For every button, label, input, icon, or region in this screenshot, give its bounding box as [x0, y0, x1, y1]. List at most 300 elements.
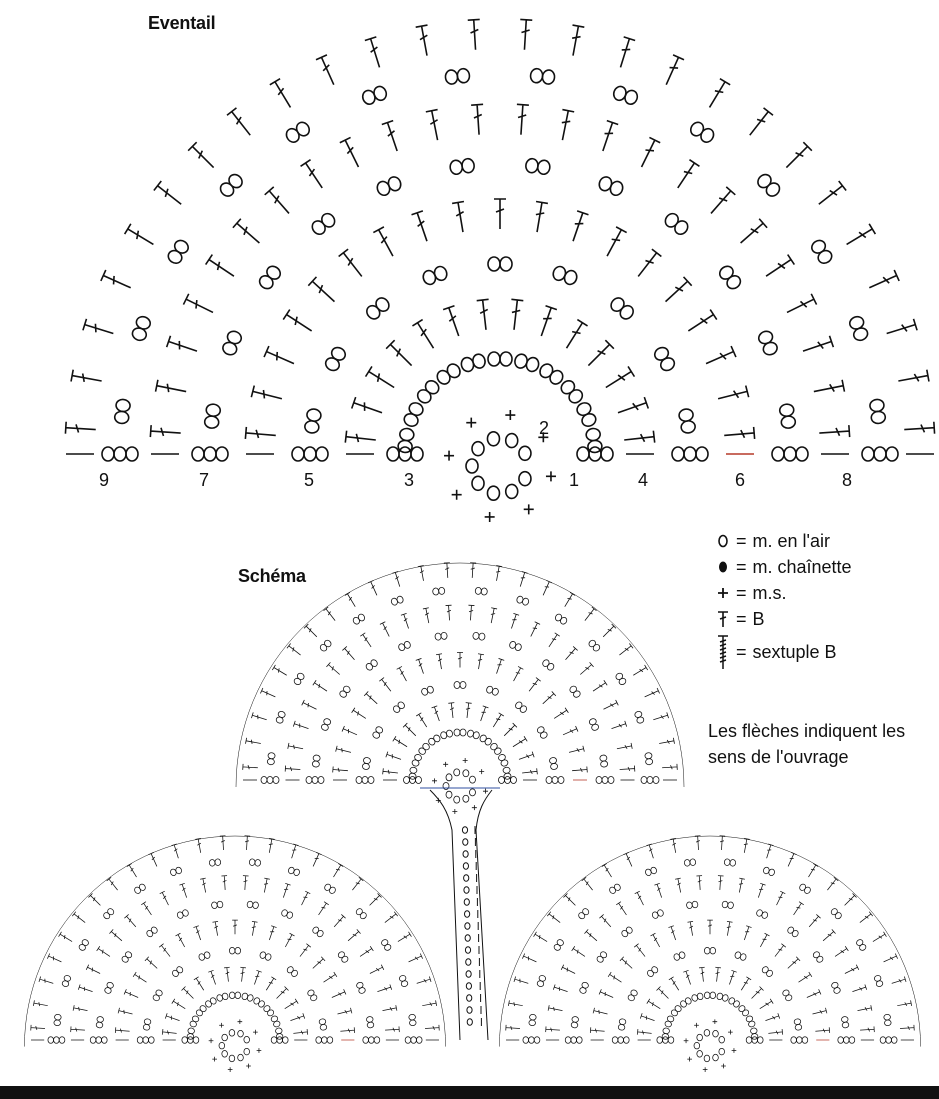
center-ring [432, 758, 488, 814]
chain-pair [293, 672, 305, 686]
double-crochet-stitch [401, 613, 412, 629]
chain-pair [221, 329, 243, 357]
double-crochet-stitch [603, 366, 635, 392]
double-crochet-stitch [624, 431, 655, 446]
double-crochet-stitch [904, 422, 935, 436]
chain-pair [575, 401, 598, 429]
fan-row [383, 703, 538, 780]
double-crochet-stitch [154, 181, 185, 209]
plus-icon [712, 586, 734, 600]
double-crochet-stitch [346, 929, 360, 943]
double-crochet-stitch [264, 977, 276, 992]
row-base-chains [306, 777, 614, 784]
double-crochet-stitch [531, 201, 548, 233]
chain-stitch [229, 1030, 235, 1037]
double-crochet-stitch [293, 721, 309, 732]
double-crochet-stitch [290, 1013, 305, 1023]
double-crochet-stitch [302, 700, 318, 712]
legend-text-chain: m. en l'air [752, 531, 830, 551]
chain-pair [488, 352, 512, 366]
chain-pair [664, 1015, 675, 1028]
chain-stitch [704, 1030, 710, 1037]
double-crochet-stitch [791, 902, 804, 917]
single-crochet-stitch [452, 490, 462, 500]
legend-row-slip [712, 554, 852, 580]
double-crochet-stitch [73, 1005, 88, 1013]
double-crochet-stitch [646, 844, 656, 859]
single-crochet-stitch [253, 1030, 258, 1035]
double-crochet-stitch [468, 19, 482, 50]
double-crochet-stitch [345, 431, 376, 446]
double-crochet-stitch [522, 768, 538, 776]
chain-pair [537, 362, 565, 387]
double-crochet-stitch [251, 712, 267, 722]
chain-pair [554, 613, 568, 625]
chain-pair [809, 238, 834, 266]
chain-stitch [469, 776, 475, 783]
single-crochet-stitch [732, 1048, 737, 1053]
double-crochet-stitch [403, 723, 418, 738]
single-crochet-stitch [505, 410, 515, 420]
chain-stitch [463, 795, 469, 802]
double-crochet-stitch [423, 608, 432, 624]
double-crochet-stitch [843, 893, 857, 907]
handle-right-edge [476, 790, 492, 1040]
double-crochet-stitch [383, 912, 398, 925]
chain-pair [421, 265, 448, 286]
chain-pair [143, 1018, 151, 1030]
chain-pair [475, 587, 488, 595]
fan-row [404, 729, 517, 784]
double-crochet-stitch [457, 653, 463, 668]
double-crochet-stitch [293, 1029, 308, 1036]
double-crochet-stitch [364, 691, 379, 706]
double-crochet-stitch [540, 580, 552, 596]
double-crochet-stitch [471, 104, 485, 135]
double-crochet-stitch [553, 984, 568, 994]
double-crochet-stitch [350, 877, 363, 892]
row-number-label: 3 [403, 470, 415, 490]
double-crochet-stitch [283, 310, 315, 336]
double-crochet-stitch [857, 1005, 872, 1013]
double-crochet-stitch [696, 876, 703, 890]
double-crochet-stitch [774, 891, 785, 906]
fan-row [637, 967, 782, 1040]
chain-pair [304, 408, 322, 434]
double-crochet-stitch [897, 370, 929, 387]
chain-pair [486, 685, 500, 696]
row-base-chains [387, 447, 613, 461]
chain-stitch [519, 472, 531, 486]
double-crochet-stitch [336, 746, 352, 755]
double-crochet-stitch [494, 658, 505, 674]
double-crochet-stitch [133, 972, 148, 984]
double-crochet-stitch [125, 224, 157, 250]
chain-pair [724, 859, 736, 867]
row-number-label: 4 [637, 470, 649, 490]
double-crochet-stitch [599, 989, 614, 1000]
eventail-title: Eventail [148, 13, 216, 33]
double-crochet-stitch [561, 965, 576, 976]
double-crochet-stitch [819, 425, 850, 439]
double-crochet-stitch [685, 310, 717, 336]
chain-stitch [244, 1036, 250, 1043]
double-crochet-stitch [867, 270, 899, 293]
chain-pair [323, 883, 336, 895]
chain-pair [691, 992, 704, 1001]
chain-pair [418, 742, 431, 756]
single-crochet-stitch [472, 805, 477, 810]
chain-pair [798, 883, 811, 895]
double-crochet-stitch [806, 989, 821, 1000]
double-crochet-stitch [673, 160, 700, 192]
double-crochet-stitch [109, 929, 123, 943]
chain-pair [618, 1018, 626, 1030]
double-crochet-stitch [368, 893, 382, 907]
double-crochet-stitch [541, 691, 556, 706]
double-crochet-stitch [640, 1013, 655, 1023]
chain-pair [869, 399, 886, 424]
legend-text-dc: B [752, 609, 765, 629]
legend-text-slip: m. chaînette [752, 557, 852, 577]
chain-pair [467, 729, 480, 739]
double-crochet-stitch [446, 605, 453, 620]
chain-pair [440, 729, 453, 739]
chain-stitch [487, 486, 499, 500]
chain-stitch [697, 1050, 703, 1057]
chain-pair [229, 947, 240, 954]
double-crochet-stitch [568, 746, 584, 755]
double-crochet-stitch [308, 277, 338, 306]
double-crochet-stitch [494, 566, 503, 582]
double-crochet-stitch [699, 967, 706, 982]
double-crochet-stitch [194, 977, 206, 992]
double-crochet-stitch [650, 933, 662, 948]
double-crochet-stitch [31, 1025, 45, 1031]
double-crochet-stitch [316, 902, 329, 917]
double-crochet-stitch [426, 110, 444, 142]
double-crochet-stitch [756, 883, 766, 898]
double-crochet-stitch [737, 219, 767, 248]
slip-dot-icon [712, 560, 734, 574]
double-crochet-stitch [860, 1026, 874, 1033]
single-crochet-stitch [466, 418, 476, 428]
double-crochet-stitch [382, 121, 403, 153]
double-crochet-stitch [661, 277, 691, 306]
double-crochet-stitch [563, 893, 577, 907]
double-crochet-stitch [567, 211, 588, 243]
chain-pair [166, 238, 191, 266]
fan-row [546, 876, 875, 1040]
double-crochet-stitch [342, 726, 358, 738]
double-crochet-stitch [33, 1000, 48, 1008]
chain-pair [61, 975, 71, 988]
handle-chain [464, 887, 469, 893]
double-crochet-stitch [208, 970, 218, 985]
double-crochet-stitch [695, 836, 701, 850]
chain-pair [597, 175, 625, 197]
single-crochet-stitch [728, 1030, 733, 1035]
double-crochet-stitch [298, 944, 311, 959]
double-crochet-stitch [311, 957, 325, 971]
chain-pair [794, 1018, 802, 1030]
double-crochet-stitch [616, 743, 632, 752]
handle-chain [467, 1019, 472, 1025]
single-crochet-stitch [228, 1067, 233, 1072]
single-crochet-stitch [479, 769, 484, 774]
chain-pair [362, 757, 371, 770]
double-crochet-stitch [548, 1005, 563, 1013]
double-crochet-stitch [369, 965, 384, 976]
chain-pair [361, 85, 388, 106]
double-crochet-stitch [654, 883, 664, 898]
double-crochet-stitch [659, 738, 675, 747]
chain-pair [686, 901, 698, 909]
double-crochet-stitch [145, 957, 159, 971]
double-crochet-stitch [637, 1029, 652, 1036]
chain-pair [756, 909, 769, 919]
chain-pair [241, 992, 254, 1001]
double-crochet-stitch [547, 912, 562, 925]
chain-stitch [704, 1055, 710, 1062]
chain-stitch [229, 1055, 235, 1062]
chain-stitch [446, 791, 452, 798]
chain-pair [498, 753, 509, 767]
chain-pair [435, 362, 463, 387]
handle-chain [465, 935, 470, 941]
double-crochet-stitch [742, 838, 750, 853]
double-crochet-stitch [448, 703, 456, 719]
chain-pair [473, 632, 486, 641]
double-crochet-stitch [39, 976, 54, 986]
single-crochet-stitch [443, 762, 448, 767]
double-crochet-stitch [78, 984, 93, 994]
chain-pair [830, 907, 843, 920]
double-crochet-stitch [407, 954, 422, 965]
handle-chain [466, 959, 471, 965]
double-crochet-stitch [281, 883, 291, 898]
double-crochet-stitch [301, 160, 328, 192]
double-crochet-stitch [602, 227, 627, 259]
double-crochet-stitch [477, 299, 492, 330]
chain-stitch [222, 1050, 228, 1057]
double-crochet-stitch [172, 999, 187, 1011]
fan-row [65, 19, 934, 454]
double-crochet-stitch [358, 946, 373, 959]
chain-pair [488, 257, 512, 271]
chain-pair [553, 938, 565, 951]
double-crochet-stitch [494, 199, 506, 229]
chain-stitch [472, 476, 484, 490]
double-crochet-stitch [583, 607, 597, 623]
double-crochet-stitch [124, 914, 138, 928]
single-crochet-stitch [684, 1038, 689, 1043]
chain-pair [516, 595, 530, 606]
chain-pair [281, 909, 294, 919]
double-crochet-stitch [396, 932, 411, 944]
double-crochet-stitch [885, 319, 917, 339]
chain-pair [339, 685, 352, 699]
single-crochet-stitch [246, 1064, 251, 1069]
chain-pair [454, 729, 466, 736]
double-crochet-stitch [365, 37, 385, 69]
fan-row [506, 836, 914, 1040]
chain-pair [608, 883, 621, 895]
chain-pair [704, 947, 715, 954]
row-base-chains [404, 777, 517, 784]
double-crochet-stitch [324, 607, 338, 623]
double-crochet-stitch [618, 644, 634, 658]
chain-pair [717, 264, 743, 292]
single-crochet-stitch [209, 1038, 214, 1043]
double-crochet-stitch [452, 201, 469, 233]
double-crochet-stitch [633, 249, 661, 280]
double-crochet-stitch [634, 944, 647, 959]
chain-stitch [219, 1042, 225, 1049]
chain-pair [449, 158, 475, 175]
handle-chain [462, 827, 467, 833]
double-crochet-stitch [765, 1013, 780, 1023]
double-crochet-stitch [518, 19, 532, 50]
fan-row [590, 920, 829, 1040]
double-crochet-stitch [444, 563, 451, 578]
row-number-label: 7 [198, 470, 210, 490]
double-crochet-stitch [342, 646, 356, 661]
chain-pair [663, 211, 691, 237]
row-number-label: 2 [538, 418, 550, 438]
chain-pair [855, 938, 867, 951]
double-crochet-stitch [491, 713, 504, 729]
chain-pair [489, 742, 502, 756]
row-base-chains [102, 447, 898, 461]
double-crochet-stitch [647, 999, 662, 1011]
chain-pair [211, 901, 223, 909]
chain-pair [356, 981, 366, 994]
chain-pair [571, 1016, 579, 1028]
double-crochet-stitch [392, 571, 402, 587]
double-crochet-stitch [737, 878, 745, 893]
chain-pair [249, 859, 261, 867]
double-crochet-stitch [518, 752, 534, 763]
schema-handle [420, 788, 500, 1040]
chain-pair [579, 981, 589, 994]
chain-pair [311, 926, 324, 938]
double-crochet-stitch [578, 662, 593, 676]
single-crochet-stitch [721, 1064, 726, 1069]
chain-pair [54, 1014, 62, 1026]
single-crochet-stitch [687, 1057, 692, 1062]
double-crochet-stitch [786, 957, 800, 971]
double-crochet-stitch [616, 397, 648, 418]
chain-pair [874, 975, 884, 988]
double-crochet-stitch [252, 970, 262, 985]
chain-pair [114, 399, 131, 424]
legend-row-sextuple [712, 632, 852, 672]
double-crochet-stitch [745, 108, 773, 139]
chain-stitch [238, 1030, 244, 1037]
double-crochet-stitch [267, 838, 275, 853]
double-crochet-stitch [175, 933, 187, 948]
double-crochet-stitch [416, 976, 431, 986]
chain-pair [312, 755, 321, 768]
sextuple-crochet-icon [712, 633, 734, 671]
handle-chain [463, 839, 468, 845]
double-crochet-stitch [469, 563, 476, 578]
chain-pair [411, 753, 422, 767]
chain-pair [763, 866, 776, 876]
chain-pair [170, 866, 183, 876]
chain-pair [427, 734, 441, 746]
chain-stitch [719, 1036, 725, 1043]
chain-stitch [506, 434, 518, 448]
double-crochet-stitch [275, 986, 289, 1000]
double-crochet-stitch [181, 986, 195, 1000]
chain-pair [577, 907, 590, 920]
chain-pair [673, 951, 686, 961]
double-crochet-stitch [833, 946, 848, 959]
double-crochet-stitch [206, 255, 238, 282]
double-crochet-stitch [107, 877, 120, 892]
chain-pair [380, 938, 392, 951]
double-crochet-stitch [416, 658, 427, 674]
chain-pair [782, 989, 793, 1002]
chain-pair [678, 408, 696, 434]
double-crochet-stitch [246, 738, 262, 747]
chain-pair [415, 378, 441, 405]
double-crochet-stitch [159, 944, 172, 959]
center-ring [209, 1019, 262, 1072]
chain-pair [247, 901, 259, 909]
chain-pair [323, 345, 347, 373]
double-crochet-stitch [227, 108, 255, 139]
double-crochet-stitch [412, 211, 433, 243]
chain-pair [722, 901, 734, 909]
double-crochet-stitch [897, 1000, 912, 1008]
chain-pair [454, 682, 466, 689]
double-crochet-stitch [165, 1013, 180, 1023]
double-crochet-stitch [502, 723, 517, 738]
double-crochet-stitch [764, 844, 774, 859]
legend-row-sc [712, 580, 852, 606]
chain-pair [786, 926, 799, 938]
fan-row [150, 104, 849, 454]
double-crochet-stitch [212, 921, 220, 936]
fan-row [162, 967, 307, 1040]
double-crochet-stitch [546, 633, 559, 649]
double-crochet-stitch [352, 397, 384, 418]
row-number-label: 9 [98, 470, 110, 490]
chain-stitch [519, 446, 531, 460]
fan-row [31, 836, 439, 1040]
double-crochet-stitch [611, 721, 627, 732]
double-crochet-stitch [267, 926, 277, 941]
chain-pair [757, 329, 779, 357]
double-crochet-stitch [162, 1029, 177, 1036]
double-crochet-stitch [593, 1008, 608, 1017]
double-crochet-stitch [380, 622, 392, 638]
chain-pair [409, 1014, 417, 1026]
double-crochet-stitch [239, 967, 246, 982]
double-crochet-stitch [360, 633, 373, 649]
chain-pair [779, 403, 796, 429]
double-crochet-stitch [260, 688, 276, 700]
chain-stitch [244, 1048, 250, 1055]
chain-pair [365, 659, 379, 672]
double-crochet-stitch [393, 736, 409, 749]
double-crochet-stitch [373, 227, 398, 259]
chain-pair [670, 1004, 682, 1017]
double-crochet-stitch [416, 25, 433, 57]
